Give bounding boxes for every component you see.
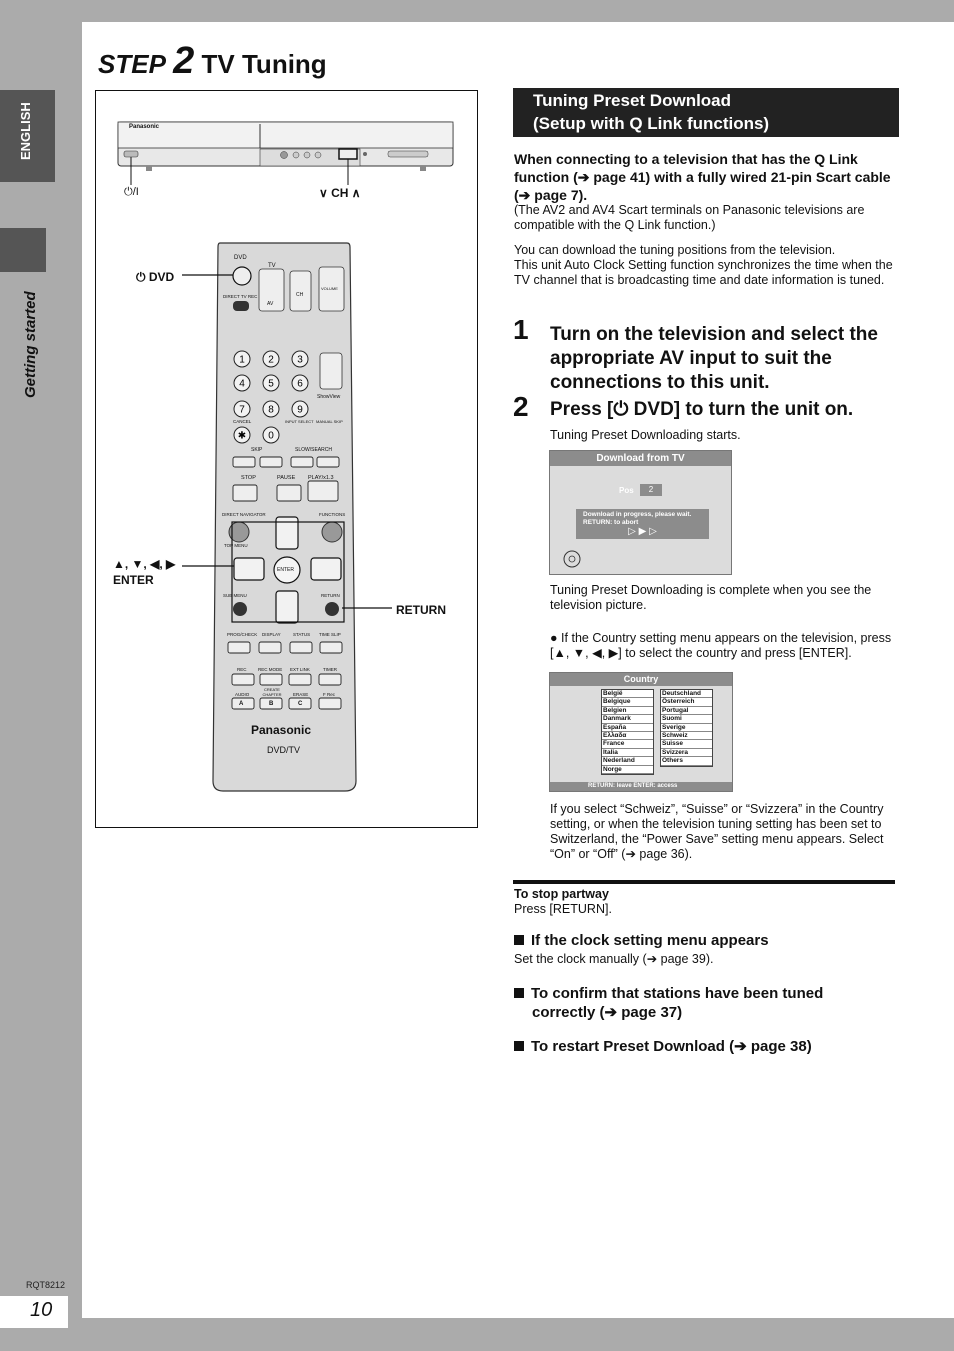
download-screen bbox=[549, 450, 732, 575]
step-1-text: Turn on the television and select the appropriate AV input to suit the connections to this unit. bbox=[550, 324, 878, 393]
section-header bbox=[513, 88, 899, 137]
section-header-line1: Tuning Preset Download bbox=[533, 91, 732, 110]
country-screen-footer: RETURN: leave ENTER: access bbox=[550, 782, 732, 791]
country-item: Schweiz bbox=[661, 732, 712, 740]
page-title bbox=[98, 40, 327, 83]
download-message-box bbox=[576, 509, 709, 539]
language-tab bbox=[0, 90, 55, 182]
remote-return-label: RETURN bbox=[396, 603, 446, 617]
key-stop: STOP bbox=[241, 475, 256, 481]
key-tv: TV bbox=[268, 263, 276, 269]
country-item: Nederland bbox=[602, 757, 653, 765]
section-header-line2: (Setup with Q Link functions) bbox=[533, 114, 770, 133]
key-create-chapter: CREATE CHAPTER bbox=[262, 687, 282, 697]
key-direct-navigator: DIRECT NAVIGATOR bbox=[222, 512, 266, 517]
key-input-select: INPUT SELECT bbox=[285, 419, 314, 424]
function-button bbox=[232, 674, 254, 685]
key-display: DISPLAY bbox=[262, 632, 281, 637]
intro-p1: You can download the tuning positions from the television. bbox=[514, 243, 836, 257]
sub-clock-heading: If the clock setting menu appears bbox=[514, 931, 769, 950]
language-tab-label: ENGLISH bbox=[18, 102, 33, 160]
function-button bbox=[319, 698, 341, 709]
key-prog-check: PROG/CHECK bbox=[227, 632, 258, 637]
digit-label: 8 bbox=[268, 404, 274, 416]
step-1-number: 1 bbox=[513, 314, 529, 345]
transport-button bbox=[233, 485, 257, 501]
download-screen-title: Download from TV bbox=[550, 451, 731, 466]
country-item: España bbox=[602, 724, 653, 732]
key-sub-menu: SUB MENU bbox=[223, 593, 247, 598]
key-slow-search: SLOW/SEARCH bbox=[295, 447, 332, 453]
download-pos-label: Pos bbox=[619, 486, 634, 495]
function-button bbox=[228, 642, 250, 653]
key-ext-link: EXT LINK bbox=[290, 667, 310, 672]
remote-dvd-label: ⏻ DVD bbox=[136, 270, 175, 284]
country-item: Suomi bbox=[661, 715, 712, 723]
divider bbox=[513, 880, 895, 884]
key-rec-mode: REC MODE bbox=[258, 667, 283, 672]
dvd-recorder-unit bbox=[118, 122, 453, 185]
key-a: A bbox=[239, 701, 244, 707]
function-button bbox=[289, 674, 311, 685]
unit-standby-label: ⏻/I bbox=[124, 186, 139, 198]
function-button bbox=[260, 674, 282, 685]
function-button bbox=[320, 642, 342, 653]
country-item: Italia bbox=[602, 749, 653, 757]
download-message: Download in progress, please wait. bbox=[583, 511, 692, 518]
illustration-box bbox=[95, 90, 478, 828]
key-return: RETURN bbox=[321, 593, 340, 598]
unit-brand: Panasonic bbox=[129, 124, 160, 130]
key-enter: ENTER bbox=[277, 567, 294, 573]
key-audio: AUDIO bbox=[235, 692, 250, 697]
digit-label: 2 bbox=[268, 354, 274, 366]
unit-channel-label: ∨ CH ∧ bbox=[319, 186, 361, 200]
download-abort: RETURN: to abort bbox=[583, 519, 639, 526]
digit-label: 3 bbox=[297, 354, 303, 366]
sub-restart-heading: To restart Preset Download (➔ page 38) bbox=[514, 1037, 812, 1056]
stop-partway-text: Press [RETURN]. bbox=[514, 902, 612, 916]
key-top-menu: TOP MENU bbox=[224, 543, 248, 548]
transport-button bbox=[317, 457, 339, 467]
key-ch: CH bbox=[296, 292, 304, 298]
key-f-rec: F Rec bbox=[323, 692, 336, 697]
remote-brand: Panasonic bbox=[251, 723, 312, 737]
country-screen-title: Country bbox=[550, 673, 732, 686]
country-item: Portugal bbox=[661, 707, 712, 715]
country-item: Others bbox=[661, 757, 712, 765]
key-c: C bbox=[298, 701, 303, 707]
key-manual-skip: MANUAL SKIP bbox=[316, 419, 343, 424]
key-skip: SKIP bbox=[251, 447, 263, 453]
transport-button bbox=[260, 457, 282, 467]
digit-label: 5 bbox=[268, 378, 274, 390]
country-item: Österreich bbox=[661, 698, 712, 706]
download-progress: ▷ ▶ ▷ bbox=[628, 526, 657, 537]
key-pause: PAUSE bbox=[277, 475, 296, 481]
key-timer: TIMER bbox=[323, 667, 337, 672]
country-item: Belgien bbox=[602, 707, 653, 715]
country-note-text: If the Country setting menu appears on the television, press [▲, ▼, ◀, ▶] to select the country and press [ENTER]. bbox=[550, 631, 892, 660]
transport-button bbox=[233, 457, 255, 467]
dpad-icon bbox=[562, 549, 582, 569]
key-status: STATUS bbox=[293, 632, 311, 637]
function-button bbox=[259, 642, 281, 653]
key-volume: VOLUME bbox=[321, 286, 338, 291]
key-av: AV bbox=[267, 301, 274, 307]
remote-arrows-label: ▲, ▼, ◀, ▶ bbox=[113, 557, 176, 571]
key-showview: ShowView bbox=[317, 394, 341, 400]
step-word: STEP bbox=[98, 49, 166, 79]
country-list-left bbox=[601, 689, 654, 775]
country-item: Ελλαδα bbox=[602, 732, 653, 740]
step-number: 2 bbox=[173, 40, 195, 82]
digit-label: 7 bbox=[239, 404, 245, 416]
remote-control bbox=[182, 243, 392, 791]
key-erase: ERASE bbox=[293, 692, 309, 697]
country-item: Norge bbox=[602, 766, 653, 774]
section-tab-marker bbox=[0, 228, 46, 272]
download-pos-value: 2 bbox=[640, 484, 662, 496]
key-dvd: DVD bbox=[234, 255, 247, 261]
key-functions: FUNCTIONS bbox=[319, 512, 346, 517]
remote-model: DVD/TV bbox=[267, 745, 301, 755]
country-note bbox=[550, 631, 895, 661]
digit-label: 1 bbox=[239, 354, 245, 366]
country-list-right bbox=[660, 689, 713, 767]
key-direct-tv-rec: DIRECT TV REC bbox=[223, 294, 258, 299]
key-play: PLAY/x1.3 bbox=[308, 475, 334, 481]
country-item: Deutschland bbox=[661, 690, 712, 698]
step-2-note: Tuning Preset Downloading starts. bbox=[550, 428, 741, 442]
intro-p2: This unit Auto Clock Setting function synchronizes the time when the TV channel that is broadcasting time and date information is tuned. bbox=[514, 258, 893, 287]
country-item: Danmark bbox=[602, 715, 653, 723]
digit-label: 0 bbox=[268, 430, 274, 442]
digit-label: 4 bbox=[239, 378, 245, 390]
country-screen bbox=[549, 672, 733, 792]
section-tab-label: Getting started bbox=[22, 291, 39, 398]
key-time-slip: TIME SLIP bbox=[319, 632, 341, 637]
switzerland-note: If you select “Schweiz”, “Suisse” or “Svizzera” in the Country setting, or when the television tuning setting has been set to Switzerland, the “Power Save” setting menu appears. Select “On” or “Off” (➔ page 36). bbox=[550, 802, 884, 861]
key-rec: REC bbox=[237, 667, 247, 672]
step-2-text: Press [⏻ DVD] to turn the unit on. bbox=[550, 399, 854, 420]
remote-enter-label: ENTER bbox=[113, 573, 154, 587]
intro-bold: When connecting to a television that has the Q Link function (➔ page 41) with a fully wired 21-pin Scart cable (➔ page 7). bbox=[514, 151, 891, 203]
transport-button bbox=[308, 481, 338, 501]
digit-label: ✱ bbox=[237, 430, 247, 442]
country-item: Belgique bbox=[602, 698, 653, 706]
transport-button bbox=[291, 457, 313, 467]
country-item: Svizzera bbox=[661, 749, 712, 757]
digit-label: 6 bbox=[297, 378, 303, 390]
sub-clock-text: Set the clock manually (➔ page 39). bbox=[514, 952, 714, 966]
intro-note: (The AV2 and AV4 Scart terminals on Panasonic televisions are compatible with the Q Link function.) bbox=[514, 203, 865, 232]
function-button bbox=[290, 642, 312, 653]
country-item: Sverige bbox=[661, 724, 712, 732]
transport-button bbox=[277, 485, 301, 501]
doc-code: RQT8212 bbox=[26, 1280, 66, 1290]
after-download-text: Tuning Preset Downloading is complete when you see the television picture. bbox=[550, 583, 872, 612]
key-b: B bbox=[269, 701, 274, 707]
page-number: 10 bbox=[0, 1296, 68, 1328]
country-item: France bbox=[602, 740, 653, 748]
function-button bbox=[319, 674, 341, 685]
country-item: Suisse bbox=[661, 740, 712, 748]
stop-partway-heading: To stop partway bbox=[514, 887, 609, 901]
country-item: België bbox=[602, 690, 653, 698]
key-cancel: CANCEL bbox=[233, 419, 252, 424]
digit-label: 9 bbox=[297, 404, 303, 416]
title-text: TV Tuning bbox=[201, 49, 327, 79]
illustration-svg bbox=[96, 91, 479, 829]
sub-confirm-heading: To confirm that stations have been tuned correctly (➔ page 37) bbox=[514, 984, 874, 1022]
step-2-number: 2 bbox=[513, 391, 529, 422]
bullet-icon: ● bbox=[550, 631, 558, 645]
